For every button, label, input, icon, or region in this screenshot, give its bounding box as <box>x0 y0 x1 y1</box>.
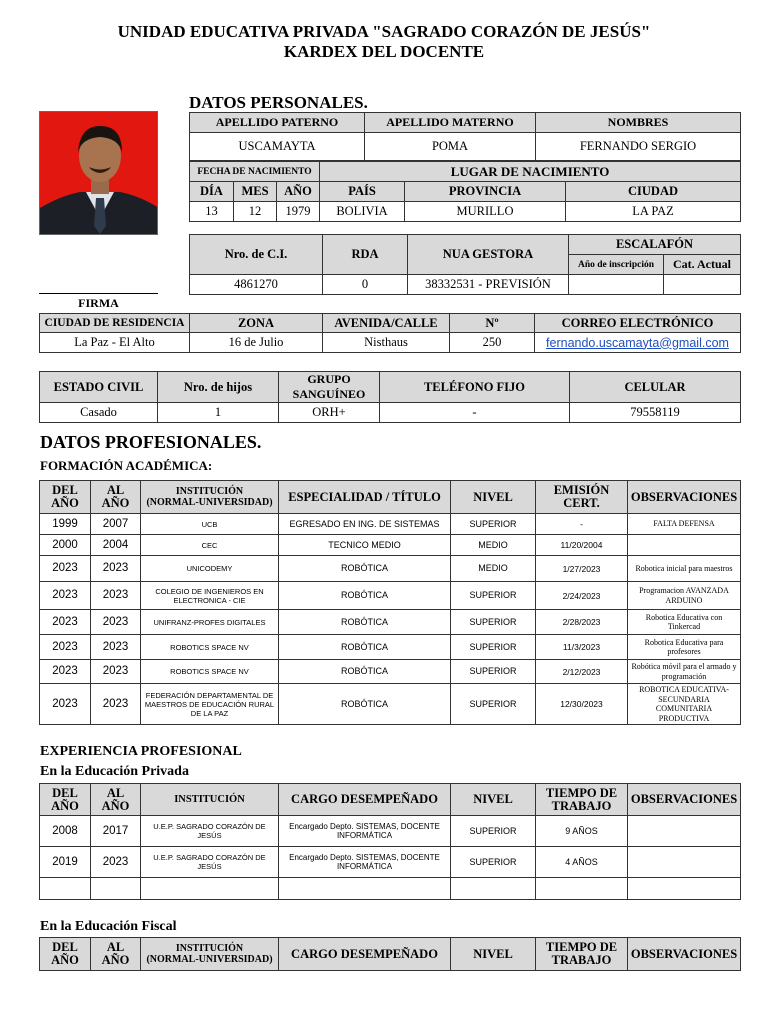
header-del-anio: DEL AÑO <box>40 481 91 514</box>
header-ciudad-residencia: CIUDAD DE RESIDENCIA <box>40 314 190 333</box>
institucion-cell: CEC <box>141 535 279 556</box>
provincia-value: MURILLO <box>405 202 566 222</box>
nivel-cell: SUPERIOR <box>451 635 536 660</box>
especialidad-cell: ROBÓTICA <box>279 556 451 582</box>
personal-section-title: DATOS PERSONALES. <box>189 93 368 112</box>
privada-title: En la Educación Privada <box>40 764 189 779</box>
ci-value: 4861270 <box>190 275 323 295</box>
emision-cell: 11/20/2004 <box>536 535 628 556</box>
apellido-paterno-value: USCAMAYTA <box>190 133 365 161</box>
header-observaciones: OBSERVACIONES <box>628 938 741 971</box>
del-anio-cell: 2023 <box>40 684 91 725</box>
pais-value: BOLIVIA <box>320 202 405 222</box>
observaciones-cell: Robotica Educativa con Tinkercad <box>628 610 741 635</box>
header-anio-inscripcion: Año de inscripción <box>569 255 664 275</box>
institucion-cell: FEDERACIÓN DEPARTAMENTAL DE MAESTROS DE EDUCACIÓN RURAL DE LA PAZ <box>141 684 279 725</box>
emision-cell: 2/24/2023 <box>536 582 628 610</box>
anio-inscripcion-value <box>569 275 664 295</box>
observaciones-cell: Robotica Educativa para profesores <box>628 635 741 660</box>
table-row <box>40 610 741 635</box>
al-anio-cell: 2023 <box>91 635 141 660</box>
al-anio-cell: 2007 <box>91 514 141 535</box>
header-pais: PAÍS <box>320 182 405 202</box>
header-cat-actual: Cat. Actual <box>664 255 741 275</box>
nivel-cell: SUPERIOR <box>451 514 536 535</box>
civil-table <box>39 371 741 423</box>
estado-civil-value: Casado <box>40 403 158 423</box>
header-estado-civil: ESTADO CIVIL <box>40 372 158 403</box>
institucion-cell: U.E.P. SAGRADO CORAZÓN DE JESÚS <box>141 816 279 847</box>
header-al-anio: AL AÑO <box>91 938 141 971</box>
header-zona: ZONA <box>190 314 323 333</box>
header-del-anio: DEL AÑO <box>40 784 91 816</box>
header-provincia: PROVINCIA <box>405 182 566 202</box>
header-correo: CORREO ELECTRÓNICO <box>535 314 741 333</box>
header-ci: Nro. de C.I. <box>190 235 323 275</box>
institucion-cell: UCB <box>141 514 279 535</box>
al-anio-cell: 2023 <box>91 660 141 684</box>
header-especialidad: ESPECIALIDAD / TÍTULO <box>279 481 451 514</box>
nivel-cell: SUPERIOR <box>451 660 536 684</box>
del-anio-cell: 2000 <box>40 535 91 556</box>
header-telefono: TELÉFONO FIJO <box>380 372 570 403</box>
header-cargo: CARGO DESEMPEÑADO <box>279 784 451 816</box>
observaciones-cell: FALTA DEFENSA <box>628 514 741 535</box>
header-institucion: INSTITUCIÓN <box>141 784 279 816</box>
observaciones-cell: ROBOTICA EDUCATIVA-SECUNDARIA COMUNITARIA PRODUCTIVA <box>628 684 741 725</box>
institucion-cell: COLEGIO DE INGENIEROS EN ELECTRONICA - CIE <box>141 582 279 610</box>
institucion-cell: U.E.P. SAGRADO CORAZÓN DE JESÚS <box>141 847 279 878</box>
especialidad-cell: ROBÓTICA <box>279 660 451 684</box>
al-anio-cell: 2004 <box>91 535 141 556</box>
especialidad-cell: TECNICO MEDIO <box>279 535 451 556</box>
al-anio-cell: 2023 <box>91 684 141 725</box>
header-fecha-nacimiento: FECHA DE NACIMIENTO <box>190 162 320 182</box>
nua-value: 38332531 - PREVISIÓN <box>408 275 569 295</box>
especialidad-cell: ROBÓTICA <box>279 610 451 635</box>
anio-value: 1979 <box>277 202 320 222</box>
al-anio-cell: 2023 <box>91 847 141 878</box>
al-anio-cell: 2017 <box>91 816 141 847</box>
table-row <box>40 847 741 878</box>
observaciones-cell: Robótica móvil para el armado y programación <box>628 660 741 684</box>
nivel-cell: MEDIO <box>451 535 536 556</box>
fiscal-title: En la Educación Fiscal <box>40 919 177 934</box>
emision-cell: 1/27/2023 <box>536 556 628 582</box>
header-observaciones: OBSERVACIONES <box>628 481 741 514</box>
table-row <box>40 684 741 725</box>
table-row <box>40 535 741 556</box>
table-row <box>40 635 741 660</box>
header-grupo-sanguineo: GRUPO SANGUÍNEO <box>279 372 380 403</box>
emision-cell: 2/28/2023 <box>536 610 628 635</box>
header-rda: RDA <box>323 235 408 275</box>
document-subtitle: KARDEX DEL DOCENTE <box>283 42 485 61</box>
birth-table <box>189 161 741 222</box>
header-observaciones: OBSERVACIONES <box>628 784 741 816</box>
header-nivel: NIVEL <box>451 481 536 514</box>
header-tiempo: TIEMPO DE TRABAJO <box>536 938 628 971</box>
nivel-cell: SUPERIOR <box>451 610 536 635</box>
institucion-cell: UNICODEMY <box>141 556 279 582</box>
header-hijos: Nro. de hijos <box>158 372 279 403</box>
hijos-value: 1 <box>158 403 279 423</box>
mes-value: 12 <box>234 202 277 222</box>
firma-label: FIRMA <box>78 296 119 310</box>
al-anio-cell: 2023 <box>91 582 141 610</box>
header-avenida: AVENIDA/CALLE <box>323 314 450 333</box>
telefono-value: - <box>380 403 570 423</box>
al-anio-cell: 2023 <box>91 556 141 582</box>
tiempo-cell: 4 AÑOS <box>536 847 628 878</box>
del-anio-cell: 2023 <box>40 610 91 635</box>
header-tiempo: TIEMPO DE TRABAJO <box>536 784 628 816</box>
institucion-cell: UNIFRANZ-PROFES DIGITALES <box>141 610 279 635</box>
cargo-cell: Encargado Depto. SISTEMAS, DOCENTE INFORMÁTICA <box>279 847 451 878</box>
del-anio-cell: 1999 <box>40 514 91 535</box>
especialidad-cell: ROBÓTICA <box>279 635 451 660</box>
observaciones-cell: Robotica inicial para maestros <box>628 556 741 582</box>
header-ciudad: CIUDAD <box>566 182 741 202</box>
signature-line <box>39 293 158 294</box>
header-nivel: NIVEL <box>451 784 536 816</box>
del-anio-cell: 2008 <box>40 816 91 847</box>
del-anio-cell: 2023 <box>40 556 91 582</box>
nivel-cell: SUPERIOR <box>451 847 536 878</box>
del-anio-cell: 2023 <box>40 582 91 610</box>
table-row <box>40 514 741 535</box>
profesional-section-title: DATOS PROFESIONALES. <box>40 432 262 452</box>
observaciones-cell <box>628 847 741 878</box>
header-lugar-nacimiento: LUGAR DE NACIMIENTO <box>320 162 741 182</box>
table-row-empty <box>40 878 741 900</box>
header-institucion: INSTITUCIÓN (NORMAL-UNIVERSIDAD) <box>141 938 279 971</box>
table-row <box>40 556 741 582</box>
header-institucion: INSTITUCIÓN (NORMAL-UNIVERSIDAD) <box>141 481 279 514</box>
header-emision: EMISIÓN CERT. <box>536 481 628 514</box>
header-del-anio: DEL AÑO <box>40 938 91 971</box>
header-nombres: NOMBRES <box>536 113 741 133</box>
nivel-cell: SUPERIOR <box>451 582 536 610</box>
table-row <box>40 582 741 610</box>
zona-value: 16 de Julio <box>190 333 323 353</box>
header-nivel: NIVEL <box>451 938 536 971</box>
header-escalafon: ESCALAFÓN <box>569 235 741 255</box>
celular-value: 79558119 <box>570 403 741 423</box>
header-dia: DÍA <box>190 182 234 202</box>
header-apellido-materno: APELLIDO MATERNO <box>365 113 536 133</box>
header-al-anio: AL AÑO <box>91 784 141 816</box>
header-numero: Nº <box>450 314 535 333</box>
observaciones-cell <box>628 535 741 556</box>
numero-value: 250 <box>450 333 535 353</box>
cat-actual-value <box>664 275 741 295</box>
dia-value: 13 <box>190 202 234 222</box>
especialidad-cell: ROBÓTICA <box>279 582 451 610</box>
header-cargo: CARGO DESEMPEÑADO <box>279 938 451 971</box>
del-anio-cell: 2023 <box>40 660 91 684</box>
observaciones-cell <box>628 816 741 847</box>
nivel-cell: SUPERIOR <box>451 816 536 847</box>
residence-table <box>39 313 741 353</box>
experiencia-title: EXPERIENCIA PROFESIONAL <box>40 744 242 759</box>
ciudad-residencia-value: La Paz - El Alto <box>40 333 190 353</box>
table-row <box>40 816 741 847</box>
institucion-cell: ROBOTICS SPACE NV <box>141 635 279 660</box>
emision-cell: 2/12/2023 <box>536 660 628 684</box>
names-table <box>189 112 741 161</box>
fiscal-table <box>39 937 741 971</box>
al-anio-cell: 2023 <box>91 610 141 635</box>
cargo-cell: Encargado Depto. SISTEMAS, DOCENTE INFORMÁTICA <box>279 816 451 847</box>
table-row <box>40 660 741 684</box>
header-mes: MES <box>234 182 277 202</box>
grupo-sanguineo-value: ORH+ <box>279 403 380 423</box>
rda-value: 0 <box>323 275 408 295</box>
emision-cell: 11/3/2023 <box>536 635 628 660</box>
emision-cell: - <box>536 514 628 535</box>
ciudad-value: LA PAZ <box>566 202 741 222</box>
tiempo-cell: 9 AÑOS <box>536 816 628 847</box>
especialidad-cell: EGRESADO EN ING. DE SISTEMAS <box>279 514 451 535</box>
header-anio: AÑO <box>277 182 320 202</box>
teacher-photo <box>39 111 158 235</box>
header-al-anio: AL AÑO <box>91 481 141 514</box>
privada-table <box>39 783 741 900</box>
formacion-title: FORMACIÓN ACADÉMICA: <box>40 458 213 473</box>
observaciones-cell: Programacion AVANZADA ARDUINO <box>628 582 741 610</box>
formacion-table <box>39 480 741 725</box>
header-apellido-paterno: APELLIDO PATERNO <box>190 113 365 133</box>
especialidad-cell: ROBÓTICA <box>279 684 451 725</box>
header-nua: NUA GESTORA <box>408 235 569 275</box>
email-link[interactable]: fernando.uscamayta@gmail.com <box>546 335 729 350</box>
document-title: UNIDAD EDUCATIVA PRIVADA "SAGRADO CORAZÓN DE JESÚS" <box>117 22 651 41</box>
emision-cell: 12/30/2023 <box>536 684 628 725</box>
apellido-materno-value: POMA <box>365 133 536 161</box>
del-anio-cell: 2019 <box>40 847 91 878</box>
nombres-value: FERNANDO SERGIO <box>536 133 741 161</box>
institucion-cell: ROBOTICS SPACE NV <box>141 660 279 684</box>
nivel-cell: MEDIO <box>451 556 536 582</box>
id-table <box>189 234 741 295</box>
header-celular: CELULAR <box>570 372 741 403</box>
del-anio-cell: 2023 <box>40 635 91 660</box>
avenida-value: Nisthaus <box>323 333 450 353</box>
nivel-cell: SUPERIOR <box>451 684 536 725</box>
